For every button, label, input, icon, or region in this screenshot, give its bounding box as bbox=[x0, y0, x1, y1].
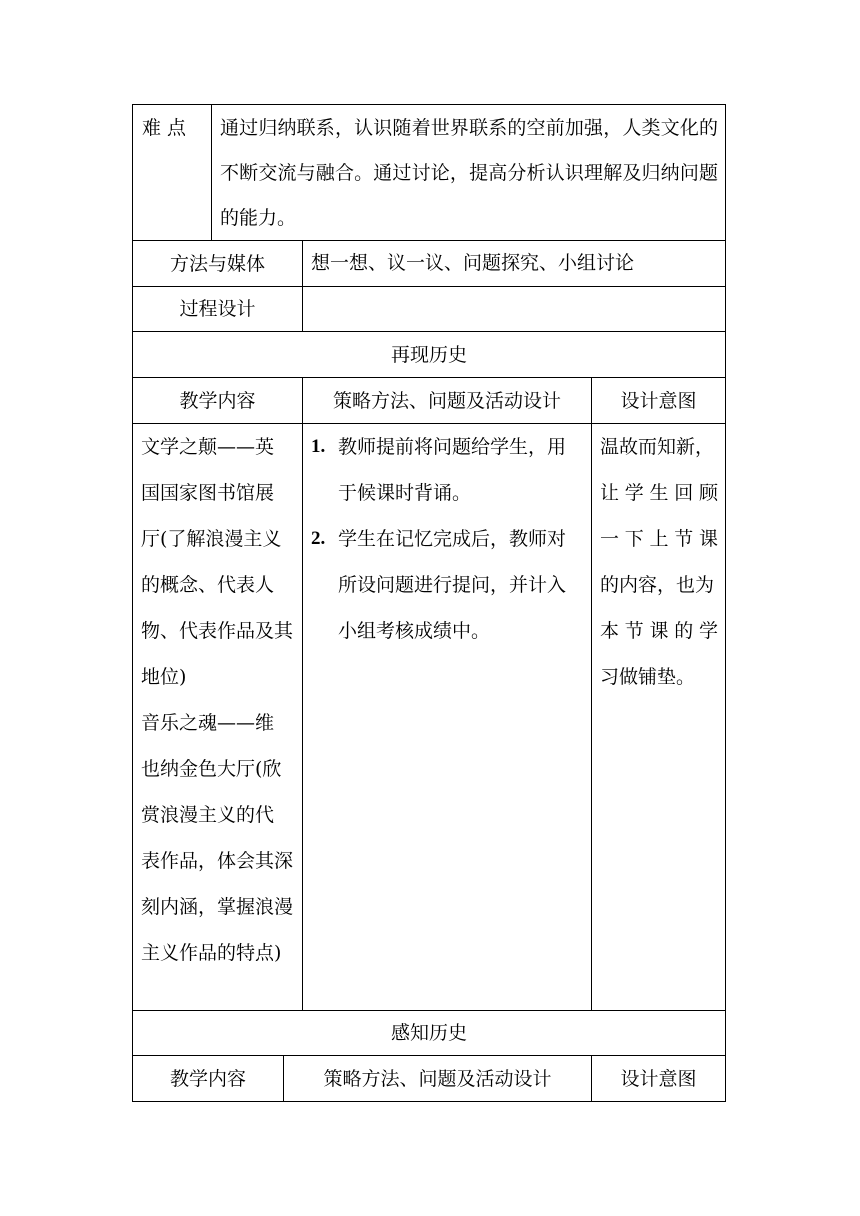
table-border-right bbox=[725, 104, 726, 1102]
header-strategy: 策略方法、问题及活动设计 bbox=[332, 389, 561, 412]
header-strategy: 策略方法、问题及活动设计 bbox=[323, 1067, 552, 1090]
design-intent bbox=[600, 424, 718, 700]
header-content: 教学内容 bbox=[179, 389, 256, 412]
table-border-bottom bbox=[132, 1101, 726, 1102]
text-line: 的内容，也为 bbox=[600, 574, 715, 596]
text-line: 学生在记忆完成后，教师对 bbox=[338, 528, 567, 550]
table-rule bbox=[591, 377, 592, 1011]
teaching-content bbox=[141, 424, 301, 976]
text-line: 也纳金色大厅(欣 bbox=[141, 758, 282, 780]
list-item bbox=[311, 516, 587, 654]
table-rule bbox=[211, 104, 212, 241]
text-line: 小组考核成绩中。 bbox=[338, 620, 491, 642]
text-line: 表作品，体会其深 bbox=[141, 850, 294, 872]
text-line: 地位) bbox=[141, 666, 187, 688]
list-number: 1. bbox=[311, 436, 326, 457]
list-number: 2. bbox=[311, 528, 326, 549]
method-media-content: 想一想、议一议、问题探究、小组讨论 bbox=[311, 252, 635, 274]
text-line: 让学生回顾 bbox=[600, 482, 718, 504]
text-line: 文学之颠——英 bbox=[141, 436, 275, 458]
header-intent: 设计意图 bbox=[620, 1067, 697, 1090]
text-line: 一下上节课 bbox=[600, 528, 718, 550]
section-title: 感知历史 bbox=[390, 1022, 467, 1044]
text-line: 温故而知新， bbox=[600, 436, 715, 458]
text-line: 国国家图书馆展 bbox=[141, 482, 275, 504]
text-line: 物、代表作品及其 bbox=[141, 620, 294, 642]
header-intent: 设计意图 bbox=[620, 389, 697, 412]
text-line: 刻内涵，掌握浪漫 bbox=[141, 896, 294, 918]
strategy-list bbox=[311, 424, 587, 654]
method-media-label: 方法与媒体 bbox=[169, 252, 265, 275]
text-line: 赏浪漫主义的代 bbox=[141, 804, 275, 826]
header-content: 教学内容 bbox=[169, 1067, 246, 1090]
text-line: 本节课的学 bbox=[600, 620, 718, 642]
process-content bbox=[311, 287, 721, 331]
text-line: 习做铺垫。 bbox=[600, 666, 696, 688]
table-rule bbox=[302, 240, 303, 332]
text-line: 主义作品的特点) bbox=[141, 942, 282, 964]
list-item bbox=[311, 424, 587, 516]
table-border-top bbox=[132, 104, 726, 105]
table-rule bbox=[302, 377, 303, 1011]
text-line: 所设问题进行提问，并计入 bbox=[338, 574, 567, 596]
process-label: 过程设计 bbox=[179, 298, 256, 320]
text-line: 音乐之魂——维 bbox=[141, 712, 275, 734]
difficulty-label: 难 点 bbox=[142, 117, 187, 139]
text-line: 于候课时背诵。 bbox=[338, 482, 472, 504]
section-title: 再现历史 bbox=[390, 343, 467, 366]
text-line: 厅(了解浪漫主义 bbox=[141, 528, 282, 550]
text-line: 教师提前将问题给学生，用 bbox=[338, 436, 567, 458]
difficulty-content: 通过归纳联系，认识随着世界联系的空前加强，人类文化的不断交流与融合。通过讨论，提高分析认识理解及归纳问题的能力。 bbox=[220, 117, 718, 229]
text-line: 的概念、代表人 bbox=[141, 574, 275, 596]
